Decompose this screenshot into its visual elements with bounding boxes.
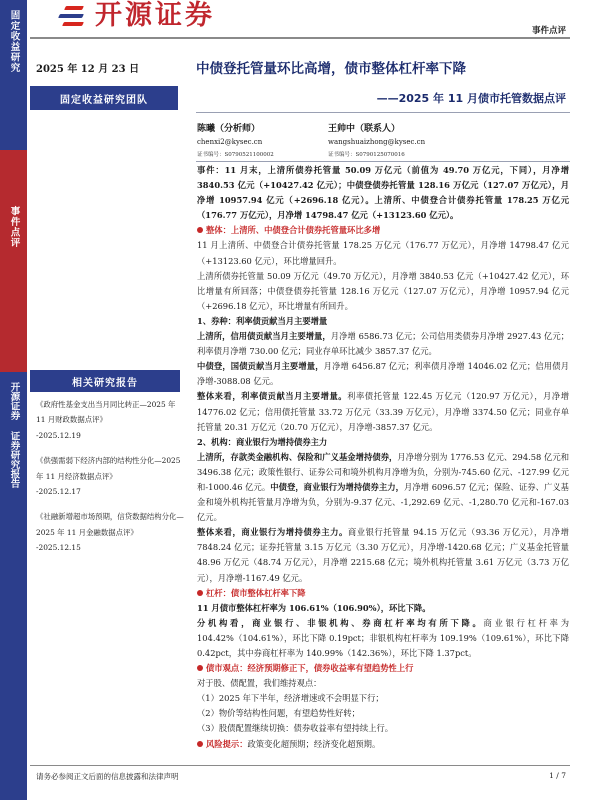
bullet-icon xyxy=(197,227,203,233)
related-report-title[interactable]: 《政府性基金支出当月同比转正—2025 年 11 月财政数据点评》 xyxy=(36,400,176,425)
paragraph: 整体来看，利率债贡献当月主要增量。利率债托管量 122.45 万亿元（120.97 万亿元），月净增 14776.02 亿元；信用债托管量 33.72 万亿元（33.39 万亿元），月净增 3374.50 亿元；同业存单托管量 20.31 万亿元（20.70 万亿元），月净增-3857.37 亿元。 xyxy=(197,391,569,432)
related-reports-heading: 相关研究报告 xyxy=(30,370,180,392)
heading-risk: 风险提示：政策变化超预期；经济变化超预期。 xyxy=(197,737,569,752)
related-report-date: -2025.12.17 xyxy=(36,487,81,497)
related-report-title[interactable]: 《供强需弱下经济内部的结构性分化—2025 年 11 月经济数据点评》 xyxy=(36,456,181,481)
section-tag: 事件点评 xyxy=(531,26,566,36)
related-report-date: -2025.12.15 xyxy=(36,543,81,553)
paragraph: 分机构看，商业银行、非银机构、券商杠杆率均有所下降。商业银行杠杆率为 104.42%（104.61%），环比下降 0.19pct；非银机构杠杆率为 109.19%（109.61%），环比下降 0.42pct，其中券商杠杆率为 140.99%（142.36%），环比下降 1.37pct。 xyxy=(197,617,569,658)
paragraph: 11 月债市整体杠杆率为 106.61%（106.90%），环比下降。 xyxy=(197,602,431,613)
subheading-institution: 2、机构：商业银行为增持债券主力 xyxy=(197,436,328,447)
list-item: （1）2025 年下半年，经济增速或不会明显下行； xyxy=(197,693,384,704)
list-item: （2）物价等结构性问题，有望趋势性好转； xyxy=(197,708,360,719)
event-text: 11 月末，上清所债券托管量 50.09 万亿元（前值为 49.70 万亿元，下同），月净增 3840.53 亿元（+10427.42 亿元）；中债登债券托管量 128.16 万亿元（127.07 万亿元），月净增 10957.94 亿元（+2696.18 亿元）。上清所、中债登合计债券托管量 178.25 万亿元（176.77 万亿元），月净增 14798.47 亿元（+13123.60 亿元）。 xyxy=(197,165,569,221)
footer-divider xyxy=(30,765,570,766)
heading-overall: 整体：上清所、中债登合计债券托管量环比多增 xyxy=(197,223,569,238)
heading-outlook: 债市观点：经济预期修正下，债券收益率有望趋势性上行 xyxy=(197,661,569,676)
paragraph: 中债登，国债贡献当月主要增量，月净增 6456.87 亿元；利率债月净增 14046.02 亿元；信用债月净增-3088.08 亿元。 xyxy=(197,361,569,387)
paragraph: 上清所债券托管量 50.09 万亿元（49.70 万亿元），月净增 3840.53 亿元（+10427.42 亿元），环比增量有所回落；中债登债券托管量 128.16 万亿元（127.07 万亿元），月净增 10957.94 亿元（+2696.18 亿元），环比增量有所回升。 xyxy=(197,270,569,311)
analyst-email[interactable]: chenxi2@kysec.cn xyxy=(197,138,263,146)
event-paragraph: 事件：11 月末，上清所债券托管量 50.09 万亿元（前值为 49.70 万亿元，下同），月净增 3840.53 亿元（+10427.42 亿元）；中债登债券托管量 128.16 万亿元（127.07 万亿元），月净增 10957.94 亿元（+2696.18 亿元）。上清所、中债登合计债券托管量 178.25 万亿元（176.77 万亿元），月净增 14798.47 亿元（+13123.60 亿元）。 xyxy=(197,165,569,221)
report-title: 中债登托管量环比高增，债市整体杠杆率下降 xyxy=(196,61,466,77)
sidebar-label-fixed-income: 固定收益研究 xyxy=(0,0,27,150)
brand-name: 开源证券 xyxy=(95,0,215,31)
report-subtitle: ——2025 年 11 月债市托管数据点评 xyxy=(376,92,566,105)
team-label: 固定收益研究团队 xyxy=(30,86,178,110)
header-divider xyxy=(30,37,570,39)
footer-disclaimer: 请务必参阅正文后面的信息披露和法律声明 xyxy=(36,772,179,781)
heading-leverage: 杠杆：债市整体杠杆率下降 xyxy=(197,586,569,601)
paragraph: 整体来看，商业银行为增持债券主力。商业银行托管量 94.15 万亿元（93.36 万亿元），月净增 7848.24 亿元；证券托管量 3.15 万亿元（3.30 万亿元），月净增-1420.68 亿元；广义基金托管量 48.96 万亿元（48.74 万亿元），月净增 2215.68 亿元；境外机构托管量 3.61 万亿元（3.73 万亿元），月净增-1167.49 亿元。 xyxy=(197,527,569,583)
sidebar-label-research-report: 开源证券 证券研究报告 xyxy=(0,372,27,800)
contact-card xyxy=(328,122,425,161)
paragraph: 对于股、债配置，我们维持观点： xyxy=(197,678,322,689)
paragraph: 上清所，信用债贡献当月主要增量，月净增 6586.73 亿元；公司信用类债券月净增 2927.43 亿元；利率债月净增 730.00 亿元；同业存单环比减少 3857.37 亿元。 xyxy=(197,331,569,357)
paragraph: 11 月上清所、中债登合计债券托管量 178.25 万亿元（176.77 万亿元），月净增 14798.47 亿元（+13123.60 亿元），环比增量回升。 xyxy=(197,240,569,266)
related-report-item[interactable] xyxy=(36,397,184,443)
brand-logo xyxy=(55,2,215,30)
related-report-item[interactable] xyxy=(36,453,184,499)
subheading-bond-type: 1、券种：利率债贡献当月主要增量 xyxy=(197,315,328,326)
logo-mark-icon xyxy=(55,2,91,30)
page-number: 1 / 7 xyxy=(549,771,566,780)
contact-name: 王帅中（联系人） xyxy=(328,124,401,134)
contact-cert: 证书编号：S0790125070016 xyxy=(328,152,405,158)
bullet-icon xyxy=(197,741,203,747)
bullet-icon xyxy=(197,665,203,671)
bullet-icon xyxy=(197,590,203,596)
list-item: （3）股债配置继续切换：债券收益率有望持续上行。 xyxy=(197,723,394,734)
title-divider xyxy=(196,112,570,113)
related-report-title[interactable]: 《社融新增超市场预期，信贷数据结构分化—2025 年 11 月金融数据点评》 xyxy=(36,512,184,537)
report-body xyxy=(197,163,569,752)
related-report-item[interactable] xyxy=(36,509,184,555)
sidebar-label-event-review: 事件点评 xyxy=(0,150,27,372)
report-date: 2025 年 12 月 23 日 xyxy=(36,64,140,75)
analyst-name: 陈曦（分析师） xyxy=(197,124,261,134)
analyst-divider xyxy=(196,161,570,162)
contact-email[interactable]: wangshuaizhong@kysec.cn xyxy=(328,138,426,146)
related-report-date: -2025.12.19 xyxy=(36,430,81,440)
analyst-cert: 证书编号：S0790521100002 xyxy=(197,152,274,158)
paragraph: 上清所，存款类金融机构、保险和广义基金增持债券，月净增分别为 1776.53 亿元、294.58 亿元和 3496.38 亿元；政策性银行、证券公司和境外机构月净增为负，分别为-745.60 亿元、-127.99 亿元和-1000.46 亿元。中债登，商业银行为增持债券主力，月净增 6096.57 亿元；保险、证券、广义基金和境外机构托管量月净增为负，分别为-9.37 亿元、-1,292.69 亿元、-1,280.70 亿元和-167.03 亿元。 xyxy=(197,451,569,523)
analyst-card xyxy=(197,122,274,161)
related-reports-list xyxy=(36,397,184,566)
